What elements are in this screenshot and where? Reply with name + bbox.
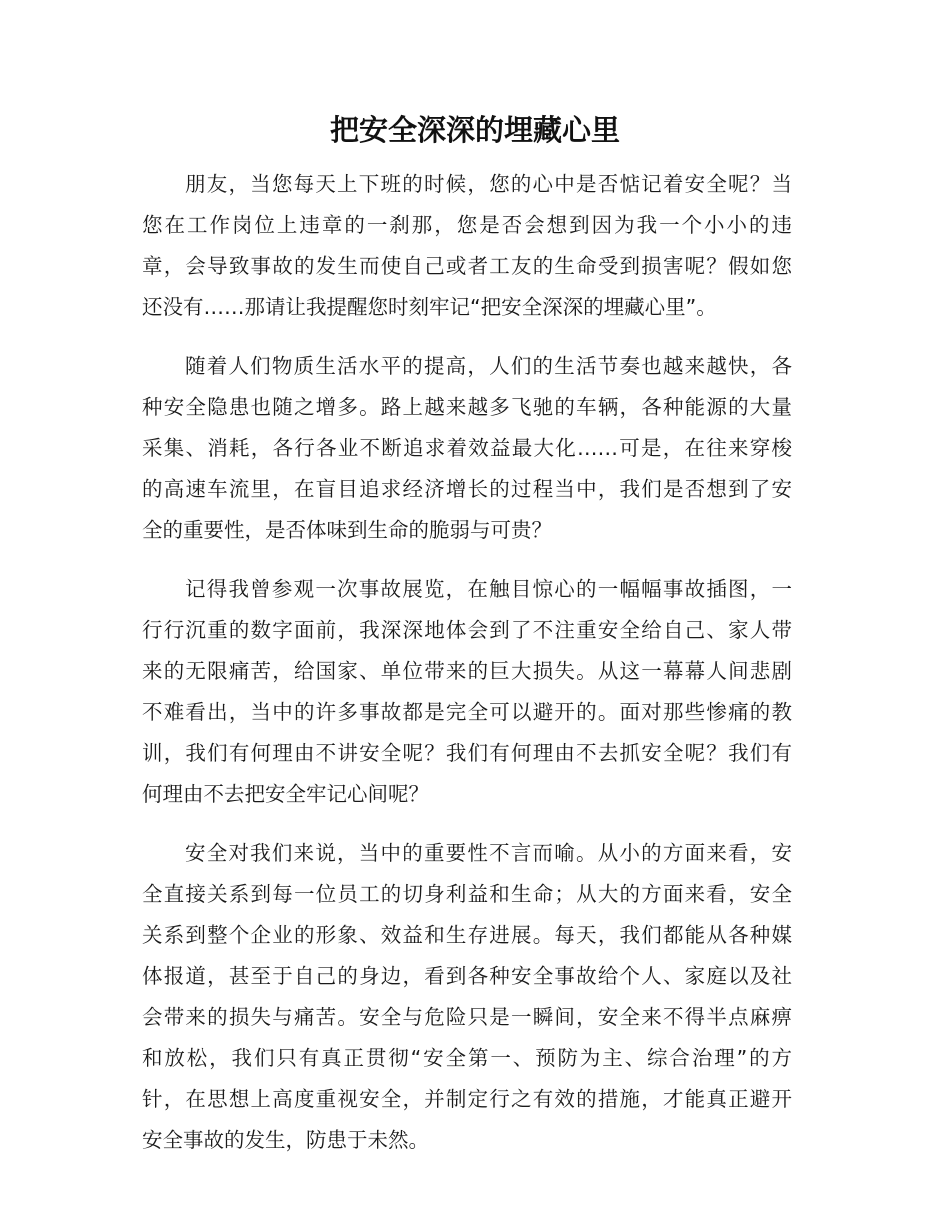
paragraph-4 [142,833,792,1161]
paragraph-line: 采集、消耗，各行各业不断追求着效益最大化……可是，在往来穿梭 [142,436,792,460]
paragraph-line: 全的重要性，是否体味到生命的脆弱与可贵？ [142,518,552,542]
paragraph-line: 随着人们物质生活水平的提高，人们的生活节奏也越来越快，各 [185,354,792,378]
paragraph-line: 种安全隐患也随之增多。路上越来越多飞驰的车辆，各种能源的大量 [142,395,792,419]
paragraph-3 [142,569,792,815]
paragraph-line: 安全对我们来说，当中的重要性不言而喻。从小的方面来看，安 [185,841,792,865]
paragraph-line: 的高速车流里，在盲目追求经济增长的过程当中，我们是否想到了安 [142,477,792,501]
paragraph-line: 安全事故的发生，防患于未然。 [142,1128,429,1152]
paragraph-line: 和放松，我们只有真正贯彻“安全第一、预防为主、综合治理”的方 [142,1046,792,1070]
document-body [142,164,792,1179]
paragraph-line: 行行沉重的数字面前，我深深地体会到了不注重安全给自己、家人带 [142,618,792,642]
paragraph-line: 体报道，甚至于自己的身边，看到各种安全事故给个人、家庭以及社 [142,964,792,988]
paragraph-line: 朋友，当您每天上下班的时候，您的心中是否惦记着安全呢？当 [185,172,792,196]
paragraph-2 [142,346,792,551]
paragraph-line: 针，在思想上高度重视安全，并制定行之有效的措施，才能真正避开 [142,1087,792,1111]
paragraph-line: 您在工作岗位上违章的一刹那，您是否会想到因为我一个小小的违 [142,213,792,237]
paragraph-line: 训，我们有何理由不讲安全呢？我们有何理由不去抓安全呢？我们有 [142,741,792,765]
paragraph-line: 记得我曾参观一次事故展览，在触目惊心的一幅幅事故插图，一 [185,577,792,601]
paragraph-1 [142,164,792,328]
document-title: 把安全深深的埋藏心里 [329,113,620,147]
paragraph-line: 来的无限痛苦，给国家、单位带来的巨大损失。从这一幕幕人间悲剧 [142,659,792,683]
paragraph-line: 何理由不去把安全牢记心间呢？ [142,782,429,806]
paragraph-line: 不难看出，当中的许多事故都是完全可以避开的。面对那些惨痛的教 [142,700,792,724]
paragraph-line: 关系到整个企业的形象、效益和生存进展。每天，我们都能从各种媒 [142,923,792,947]
paragraph-line: 会带来的损失与痛苦。安全与危险只是一瞬间，安全来不得半点麻痹 [142,1005,792,1029]
paragraph-line: 章，会导致事故的发生而使自己或者工友的生命受到损害呢？假如您 [142,254,792,278]
paragraph-line: 全直接关系到每一位员工的切身利益和生命；从大的方面来看，安全 [142,882,792,906]
paragraph-line: 还没有……那请让我提醒您时刻牢记“把安全深深的埋藏心里”。 [142,295,717,319]
